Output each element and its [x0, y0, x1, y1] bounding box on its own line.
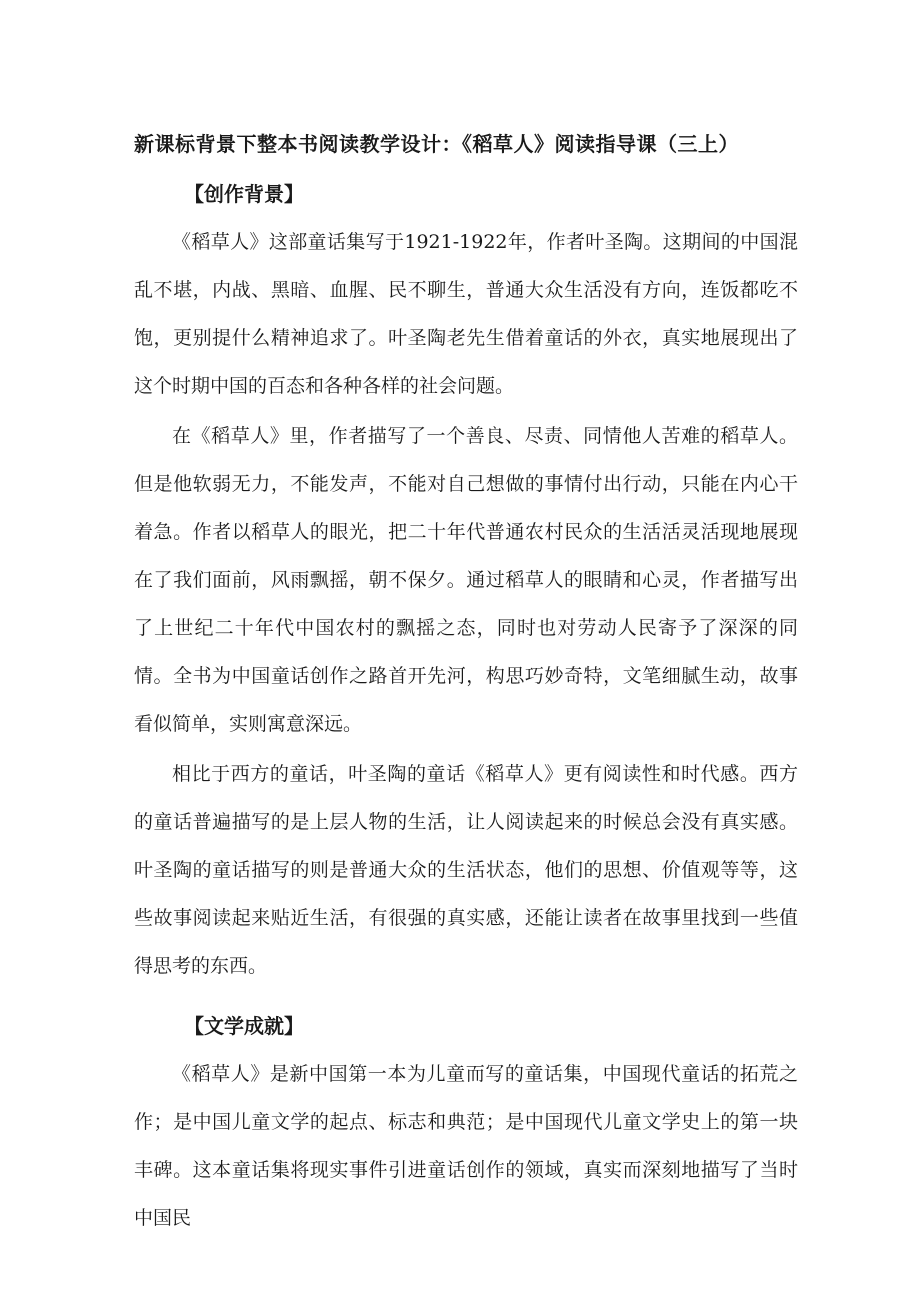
paragraph-background-3: 相比于西方的童话，叶圣陶的童话《稻草人》更有阅读性和时代感。西方的童话普遍描写的是上层人物的生活，让人阅读起来的时候总会没有真实感。叶圣陶的童话描写的则是普通大众的生活状态，他们的思想、价值观等等，这些故事阅读起来贴近生活，有很强的真实感，还能让读者在故事里找到一些值得思考的东西。: [134, 763, 798, 977]
section-heading-achievement: 【文学成就】: [184, 1014, 304, 1038]
paragraph-achievement-1: 《稻草人》是新中国第一本为儿童而写的童话集，中国现代童话的拓荒之作；是中国儿童文学的起点、标志和典范；是中国现代儿童文学史上的第一块丰碑。这本童话集将现实事件引进童话创作的领域，真实而深刻地描写了当时中国民: [134, 1063, 798, 1229]
paragraph-background-2: 在《稻草人》里，作者描写了一个善良、尽责、同情他人苦难的稻草人。但是他软弱无力，不能发声，不能对自己想做的事情付出行动，只能在内心干着急。作者以稻草人的眼光，把二十年代普通农村民众的生活活灵活现地展现在了我们面前，风雨飘摇，朝不保夕。通过稻草人的眼睛和心灵，作者描写出了上世纪二十年代中国农村的飘摇之态，同时也对劳动人民寄予了深深的同情。全书为中国童话创作之路首开先河，构思巧妙奇特，文笔细腻生动，故事看似简单，实则寓意深远。: [134, 425, 798, 735]
paragraph-background-1: 《稻草人》这部童话集写于1921-1922年，作者叶圣陶。这期间的中国混乱不堪，内战、黑暗、血腥、民不聊生，普通大众生活没有方向，连饭都吃不饱，更别提什么精神追求了。叶圣陶老先生借着童话的外衣，真实地展现出了这个时期中国的百态和各种各样的社会问题。: [134, 231, 798, 397]
section-heading-background: 【创作背景】: [184, 182, 304, 206]
document-title: 新课标背景下整本书阅读教学设计：《稻草人》阅读指导课（三上）: [134, 132, 739, 156]
